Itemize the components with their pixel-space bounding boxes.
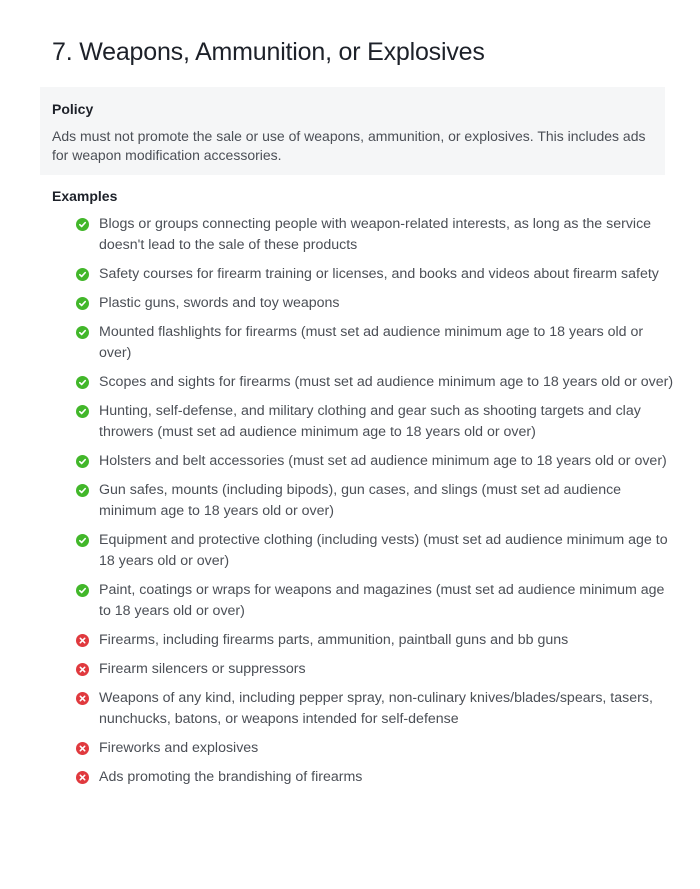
example-text: Firearms, including firearms parts, ammunition, paintball guns and bb guns bbox=[99, 632, 569, 648]
example-text: Paint, coatings or wraps for weapons and magazines (must set ad audience minimum age to 18 years old or over) bbox=[99, 582, 665, 619]
check-circle-icon bbox=[76, 484, 89, 497]
example-text: Gun safes, mounts (including bipods), gun cases, and slings (must set ad audience minimum age to 18 years old or over) bbox=[99, 482, 622, 519]
example-text: Fireworks and explosives bbox=[99, 740, 259, 756]
page-title: 7. Weapons, Ammunition, or Explosives bbox=[52, 38, 485, 66]
example-text: Equipment and protective clothing (including vests) (must set ad audience minimum age to 18 years old or over) bbox=[99, 532, 668, 569]
example-text: Weapons of any kind, including pepper spray, non-culinary knives/blades/spears, tasers, nunchucks, batons, or weapons intended for self-defense bbox=[99, 690, 653, 727]
policy-heading: Policy bbox=[52, 101, 94, 117]
example-text: Blogs or groups connecting people with weapon-related interests, as long as the service doesn't lead to the sale of these products bbox=[99, 216, 652, 253]
example-item-allowed bbox=[76, 451, 676, 472]
x-circle-icon bbox=[76, 742, 89, 755]
example-item-prohibited bbox=[76, 767, 676, 788]
check-circle-icon bbox=[76, 584, 89, 597]
example-item-allowed bbox=[76, 372, 676, 393]
check-circle-icon bbox=[76, 326, 89, 339]
check-circle-icon bbox=[76, 455, 89, 468]
example-item-allowed bbox=[76, 530, 676, 572]
example-item-allowed bbox=[76, 214, 676, 256]
policy-text: Ads must not promote the sale or use of weapons, ammunition, or explosives. This includes ads for weapon modification accessories. bbox=[52, 128, 646, 163]
example-item-allowed bbox=[76, 580, 676, 622]
check-circle-icon bbox=[76, 297, 89, 310]
example-item-prohibited bbox=[76, 688, 676, 730]
x-circle-icon bbox=[76, 663, 89, 676]
examples-list bbox=[76, 214, 676, 796]
example-text: Hunting, self-defense, and military clothing and gear such as shooting targets and clay throwers (must set ad audience minimum age to 18 years old or over) bbox=[99, 403, 641, 440]
example-item-allowed bbox=[76, 293, 676, 314]
example-text: Firearm silencers or suppressors bbox=[99, 661, 306, 677]
example-item-prohibited bbox=[76, 630, 676, 651]
check-circle-icon bbox=[76, 405, 89, 418]
example-text: Mounted flashlights for firearms (must set ad audience minimum age to 18 years old or over) bbox=[99, 324, 644, 361]
x-circle-icon bbox=[76, 634, 89, 647]
example-item-prohibited bbox=[76, 659, 676, 680]
example-text: Scopes and sights for firearms (must set ad audience minimum age to 18 years old or over) bbox=[99, 374, 674, 390]
check-circle-icon bbox=[76, 268, 89, 281]
example-text: Safety courses for firearm training or licenses, and books and videos about firearm safety bbox=[99, 266, 659, 282]
example-text: Ads promoting the brandishing of firearms bbox=[99, 769, 363, 785]
x-circle-icon bbox=[76, 771, 89, 784]
check-circle-icon bbox=[76, 376, 89, 389]
example-item-allowed bbox=[76, 264, 676, 285]
example-item-prohibited bbox=[76, 738, 676, 759]
example-item-allowed bbox=[76, 401, 676, 443]
x-circle-icon bbox=[76, 692, 89, 705]
check-circle-icon bbox=[76, 218, 89, 231]
example-text: Plastic guns, swords and toy weapons bbox=[99, 295, 340, 311]
examples-heading: Examples bbox=[52, 188, 118, 204]
example-item-allowed bbox=[76, 480, 676, 522]
example-text: Holsters and belt accessories (must set ad audience minimum age to 18 years old or over) bbox=[99, 453, 667, 469]
policy-box bbox=[40, 87, 665, 175]
example-item-allowed bbox=[76, 322, 676, 364]
check-circle-icon bbox=[76, 534, 89, 547]
